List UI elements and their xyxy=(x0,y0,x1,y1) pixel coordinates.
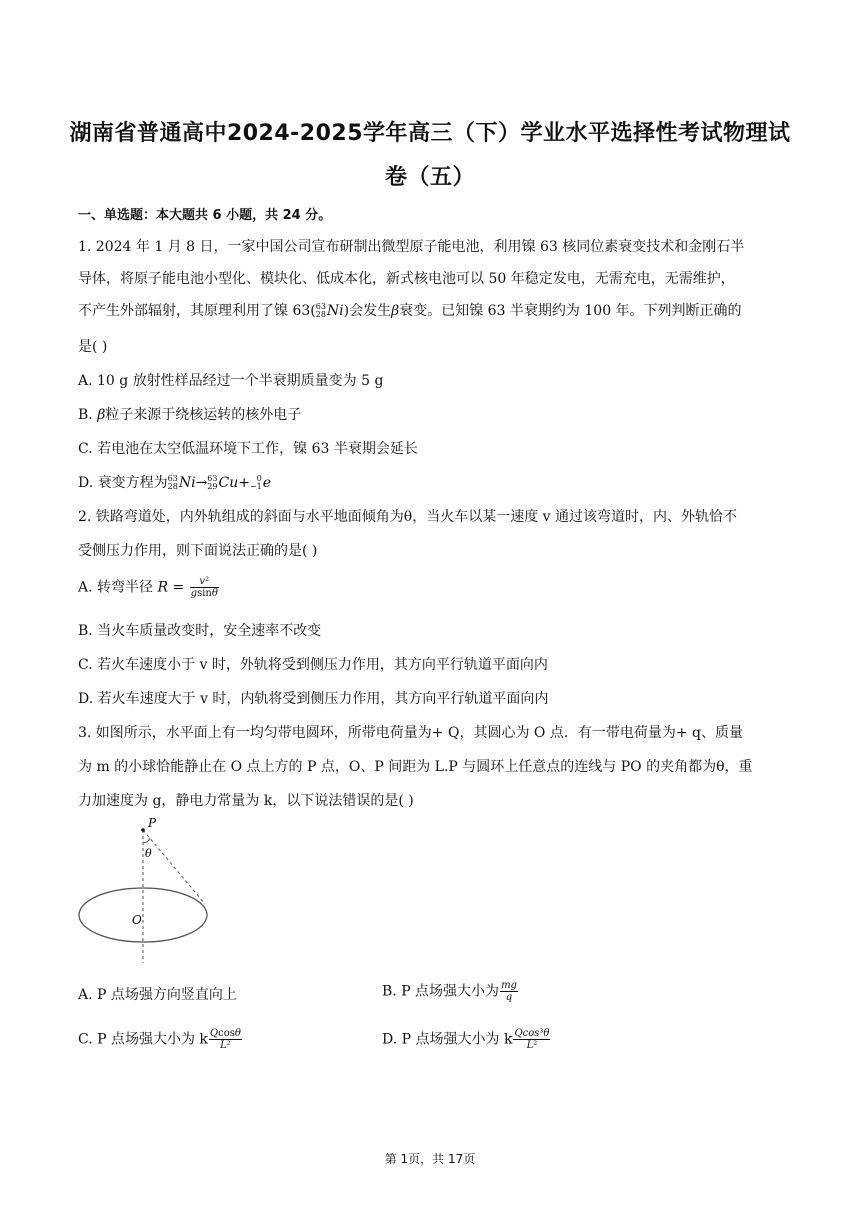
q3-option-d-text: D. P 点场强大小为 k xyxy=(382,1031,513,1048)
q1-option-b-text: 粒子来源于绕核运转的核外电子 xyxy=(105,407,302,423)
nuclide-ni: 63 28 xyxy=(167,474,178,491)
q3-option-c-text: C. P 点场强大小为 k xyxy=(78,1031,208,1048)
q2-option-a: A. 转弯半径 R = $\frac{\text{v²}}{gsin\theta}$ xyxy=(78,576,218,599)
q2-option-c: C. 若火车速度小于 v 时，外轨将受到侧压力作用，其方向平行轨道平面向内 xyxy=(78,657,548,673)
q3-option-a: A. P 点场强方向竖直向上 xyxy=(78,987,237,1003)
q1-option-b: B. β粒子来源于绕核运转的核外电子 xyxy=(78,407,302,423)
q2-option-b: B. 当火车质量改变时，安全速率不改变 xyxy=(78,623,322,639)
q3-option-d xyxy=(382,1028,551,1051)
page-title-line1: 湖南省普通高中2024-2025学年高三（下）学业水平选择性考试物理试 xyxy=(69,121,791,146)
page-number: 第 1页，共 17页 xyxy=(384,1152,476,1166)
q1-option-d-text: D. 衰变方程为 xyxy=(78,475,168,491)
q3-option-c xyxy=(78,1028,243,1051)
label-theta: θ xyxy=(145,847,152,860)
formula-v2-over-gsin: $\frac{\text{v²}}{gsin\theta}$ xyxy=(190,576,218,599)
q1-option-a: A. 10 g 放射性样品经过一个半衰期质量变为 5 g xyxy=(78,373,384,389)
q1-line3-part2: )会发生 xyxy=(343,303,392,319)
nuclide-e: 0 −1 xyxy=(249,474,262,491)
q2-option-d: D. 若火车速度大于 v 时，内轨将受到侧压力作用，其方向平行轨道平面向内 xyxy=(78,691,549,707)
section-heading: 一、单选题：本大题共 6 小题，共 24 分。 xyxy=(78,208,332,223)
point-p xyxy=(141,828,145,832)
q2-line2: 受侧压力作用，则下面说法正确的是( ) xyxy=(78,543,318,559)
q2-option-a-text: A. 转弯半径 xyxy=(78,579,154,596)
label-o: O xyxy=(132,913,142,927)
charged-ring-figure xyxy=(70,818,220,968)
q1-line1: 1. 2024 年 1 月 8 日，一家中国公司宣布研制出微型原子能电池，利用镍 63 核同位素衰变技术和金刚石半 xyxy=(78,239,745,255)
q1-line2: 导体，将原子能电池小型化、模块化、低成本化，新式核电池可以 50 年稳定发电，无需充电，无需维护， xyxy=(78,271,735,287)
q3-line2: 为 m 的小球恰能静止在 O 点上方的 P 点，O、P 间距为 L.P 与圆环上任意点的连线与 PO 的夹角都为θ，重 xyxy=(78,759,753,775)
q1-line3: 不产生外部辐射，其原理利用了镍 63( 63 28 Ni)会发生β衰变。已知镍 63 半衰期约为 100 年。下列判断正确的 xyxy=(78,302,742,319)
q3-option-b-text: B. P 点场强大小为 xyxy=(382,983,500,1000)
q2-line1: 2. 铁路弯道处，内外轨组成的斜面与水平地面倾角为θ，当火车以某一速度 v 通过该弯道时，内、外轨恰不 xyxy=(78,509,738,525)
q1-line3-part1: 不产生外部辐射，其原理利用了镍 63( xyxy=(78,303,316,319)
q1-option-c: C. 若电池在太空低温环境下工作，镍 63 半衰期会延长 xyxy=(78,441,418,457)
q3-line1: 3. 如图所示，水平面上有一均匀带电圆环，所带电荷量为+ Q，其圆心为 O 点．有一带电荷量为+ q、质量 xyxy=(78,725,743,741)
q1-option-d: D. 衰变方程为 63 28 Ni→ 63 29 Cu+ 0 −1 e xyxy=(78,474,272,491)
p-to-ring-line xyxy=(143,830,205,904)
formula-qcos-over-l2: $\frac{Qcos\theta}{\text{L²}}$ xyxy=(209,1028,241,1051)
nuclide-ni-63: 63 28 xyxy=(315,302,326,319)
formula-mg-over-q: $\frac{mg}{q}$ xyxy=(501,980,517,1003)
q3-line3: 力加速度为 g，静电力常量为 k，以下说法错误的是( ) xyxy=(78,793,414,809)
q1-line4: 是( ) xyxy=(78,339,108,355)
q3-option-b xyxy=(382,980,519,1003)
label-p: P xyxy=(148,818,157,830)
formula-qcos3-over-l2: $\frac{\text{Qcos³θ}}{\text{L²}}$ xyxy=(514,1028,550,1051)
nuclide-cu: 63 29 xyxy=(207,474,218,491)
page-title-line2: 卷（五） xyxy=(384,165,475,190)
q1-line3-part3: 衰变。已知镍 63 半衰期约为 100 年。下列判断正确的 xyxy=(399,303,742,319)
theta-arc xyxy=(143,838,150,843)
